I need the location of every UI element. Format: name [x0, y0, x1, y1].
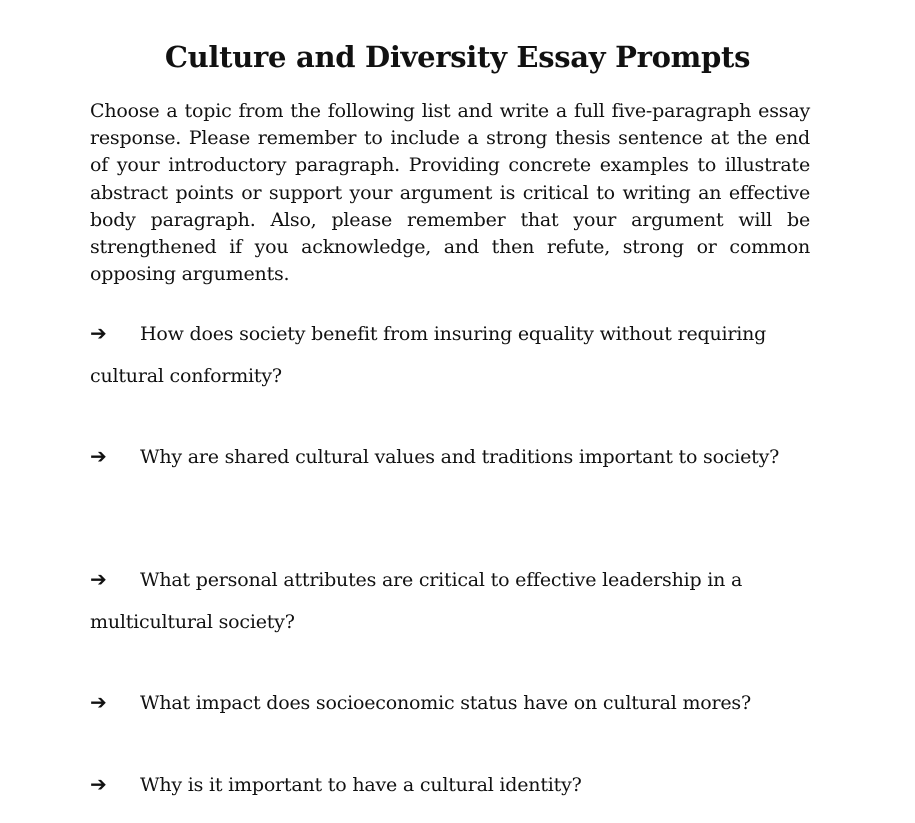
prompt-item — [90, 558, 810, 643]
prompt-text: How does society benefit from insuring equality without requiring cultural conformity? — [90, 323, 767, 387]
prompt-item — [90, 312, 810, 397]
arrow-icon: ➔ — [90, 772, 107, 796]
instructions-paragraph: Choose a topic from the following list and write a full five-paragraph essay response. Please remember to include a strong thesis sentence at the end of your introductory paragraph. Providing concrete examples to illustrate abstract points or support your argument is critical to writing an effective body paragraph. Also, please remember that your argument will be strengthened if you acknowledge, and then refute, strong or common opposing arguments. — [90, 100, 810, 286]
page-title: Culture and Diversity Essay Prompts — [164, 40, 751, 74]
prompt-text: Why is it important to have a cultural identity? — [140, 774, 582, 796]
prompt-text: What personal attributes are critical to effective leadership in a multicultural society? — [90, 569, 743, 633]
prompt-item — [90, 681, 810, 724]
arrow-icon: ➔ — [90, 321, 107, 345]
prompt-item — [90, 763, 810, 806]
prompt-item — [90, 435, 810, 478]
arrow-icon: ➔ — [90, 567, 107, 591]
arrow-icon: ➔ — [90, 690, 107, 714]
prompt-text: Why are shared cultural values and traditions important to society? — [140, 446, 780, 468]
arrow-icon: ➔ — [90, 444, 107, 468]
prompt-text: What impact does socioeconomic status have on cultural mores? — [140, 692, 751, 714]
